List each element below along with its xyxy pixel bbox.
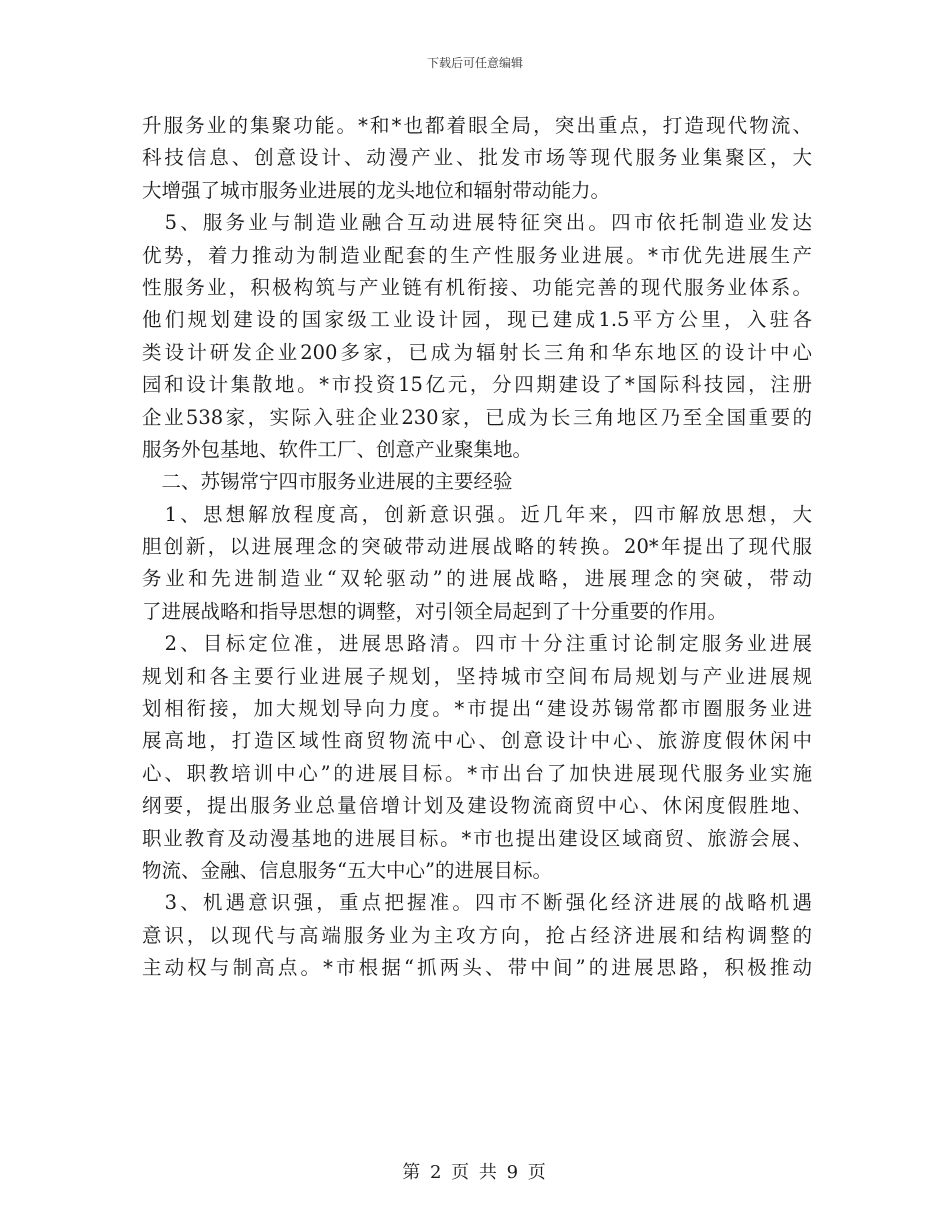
text-line: 企业538家，实际入驻企业230家，已成为长三角地区乃至全国重要的: [142, 405, 812, 429]
text-line: 类设计研发企业200多家，已成为辐射长三角和华东地区的设计中心: [142, 340, 812, 364]
text-line: 务业和先进制造业“双轮驱动”的进展战略，进展理念的突破，带动: [142, 567, 812, 591]
text-line: 展高地，打造区域性商贸物流中心、创意设计中心、旅游度假休闲中: [142, 729, 812, 753]
text-line: 纲要，提出服务业总量倍增计划及建设物流商贸中心、休闲度假胜地、: [142, 794, 812, 818]
text-line: 心、职教培训中心”的进展目标。*市出台了加快进展现代服务业实施: [142, 761, 812, 785]
text-line: 物流、金融、信息服务“五大中心”的进展目标。: [142, 858, 552, 882]
page-header: 下载后可任意编辑: [426, 56, 523, 70]
text-line: 胆创新，以进展理念的突破带动进展战略的转换。20*年提出了现代服: [142, 535, 812, 559]
text-line: 意识，以现代与高端服务业为主攻方向，抢占经济进展和结构调整的: [142, 923, 812, 947]
text-line: 性服务业，积极构筑与产业链有机衔接、功能完善的现代服务业体系。: [142, 275, 812, 299]
section-heading: 二、苏锡常宁四市服务业进展的主要经验: [142, 470, 513, 494]
text-line: 划相衔接，加大规划导向力度。*市提出“建设苏锡常都市圈服务业进: [142, 697, 812, 721]
text-line: 优势，着力推动为制造业配套的生产性服务业进展。*市优先进展生产: [142, 243, 812, 267]
text-line: 1、思想解放程度高，创新意识强。近几年来，四市解放思想，大: [142, 502, 812, 526]
text-line: 职业教育及动漫基地的进展目标。*市也提出建设区域商贸、旅游会展、: [142, 826, 812, 850]
text-line: 5、服务业与制造业融合互动进展特征突出。四市依托制造业发达: [142, 211, 812, 235]
text-line: 大增强了城市服务业进展的龙头地位和辐射带动能力。: [142, 178, 611, 202]
page-number: 第 2 页 共 9 页: [402, 1162, 548, 1183]
text-line: 主动权与制高点。*市根据“抓两头、带中间”的进展思路，积极推动: [142, 956, 812, 980]
text-line: 他们规划建设的国家级工业设计园，现已建成1.5平方公里，入驻各: [142, 308, 812, 332]
text-line: 服务外包基地、软件工厂、创意产业聚集地。: [142, 437, 533, 461]
text-line: 了进展战略和指导思想的调整，对引领全局起到了十分重要的作用。: [142, 599, 728, 623]
text-line: 3、机遇意识强，重点把握准。四市不断强化经济进展的战略机遇: [142, 891, 812, 915]
text-line: 园和设计集散地。*市投资15亿元，分四期建设了*国际科技园，注册: [142, 373, 812, 397]
document-body: [142, 110, 812, 985]
text-line: 升服务业的集聚功能。*和*也都着眼全局，突出重点，打造现代物流、: [142, 114, 812, 137]
text-line: 2、目标定位准，进展思路清。四市十分注重讨论制定服务业进展: [142, 632, 812, 656]
text-line: 科技信息、创意设计、动漫产业、批发市场等现代服务业集聚区，大: [142, 146, 812, 170]
text-line: 规划和各主要行业进展子规划，坚持城市空间布局规划与产业进展规: [142, 664, 812, 688]
